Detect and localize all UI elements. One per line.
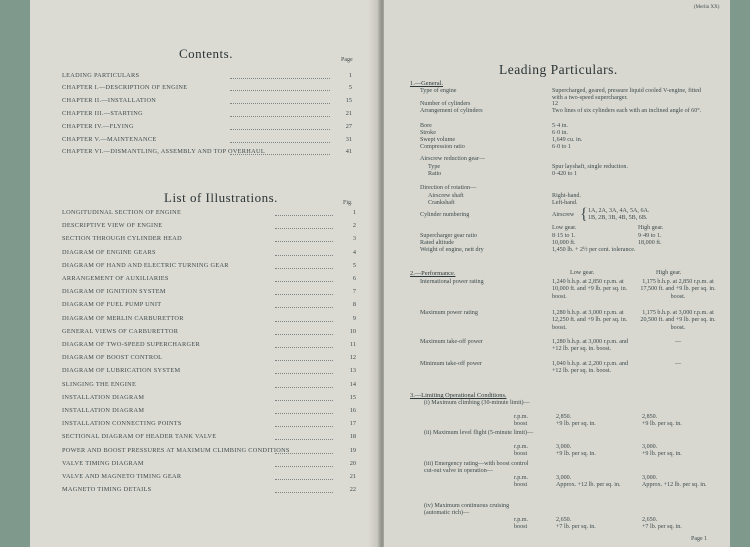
- illustration-entry-fig: 13: [349, 367, 356, 375]
- limit-condition: (ii) Maximum level flight (5-minute limit)—: [424, 430, 534, 436]
- illustration-entry-label: VALVE TIMING DIAGRAM: [62, 459, 144, 467]
- contents-entry-label: CHAPTER V.—MAINTENANCE: [62, 136, 157, 143]
- general-value: Supercharged, geared, pressure liquid cooled V-engine, fitted with a two-speed supercharger.: [552, 88, 701, 102]
- general-value: 6·0 in.: [552, 130, 568, 136]
- illustration-entry-label: ARRANGEMENT OF AUXILIARIES: [62, 275, 169, 282]
- dot-leader: [230, 116, 330, 117]
- dot-leader: [230, 154, 330, 155]
- dot-leader: [275, 479, 333, 480]
- illustration-entry-fig: 18: [349, 433, 356, 441]
- rotation-airscrew-value: Right-hand.: [552, 193, 581, 199]
- dot-leader: [275, 387, 333, 388]
- general-value: 6·0 to 1: [552, 144, 571, 150]
- performance-high-gear: 1,175 b.h.p. at 3,000 r.p.m. at 20,500 ft. and +9 lb. per sq. in. boost.: [640, 310, 716, 331]
- rpm-label: r.p.m.: [514, 517, 529, 523]
- illustration-entry-label: DIAGRAM OF BOOST CONTROL: [62, 354, 163, 362]
- performance-high-gear: —: [674, 339, 682, 345]
- illustration-entry-label: MAGNETO TIMING DETAILS: [62, 486, 152, 494]
- illustration-entry-fig: 14: [349, 380, 356, 388]
- dot-leader: [275, 347, 333, 348]
- corner-note: (Merlin XX): [694, 5, 720, 10]
- leading-particulars-title: Leading Particulars.: [499, 62, 618, 77]
- illustration-entry-label: DESCRIPTIVE VIEW OF ENGINE: [62, 222, 163, 230]
- general-key: Number of cylinders: [420, 101, 471, 107]
- dot-leader: [275, 281, 333, 282]
- illustration-entry-fig: 10: [349, 327, 356, 335]
- low-gear-heading: Low gear.: [552, 225, 577, 231]
- dot-leader: [275, 413, 333, 414]
- performance-key: Minimum take-off power: [420, 361, 482, 367]
- limit-rpm-high: 2,650.: [642, 517, 658, 523]
- general-value: Two lines of six cylinders each with an inclined angle of 60°.: [552, 108, 702, 114]
- contents-entry-label: CHAPTER IV.—FLYING: [62, 123, 134, 130]
- general-key: Compression ratio: [420, 144, 465, 150]
- illustration-entry-label: VALVE AND MAGNETO TIMING GEAR: [62, 473, 182, 480]
- contents-entry-page: 27: [345, 123, 352, 130]
- cylinder-numbering-key: Cylinder numbering: [420, 212, 470, 218]
- illustration-entry-label: LONGITUDINAL SECTION OF ENGINE: [62, 209, 182, 216]
- dot-leader: [275, 453, 333, 454]
- limit-boost-low: Approx. +12 lb. per sq. in.: [556, 482, 621, 488]
- illustration-entry-fig: 11: [349, 341, 356, 348]
- limit-boost-low: +9 lb. per sq. in.: [556, 451, 596, 457]
- illustration-entry-fig: 1: [352, 209, 356, 216]
- cylinder-numbering-row1: 1A, 2A, 3A, 4A, 5A, 6A.: [588, 208, 650, 214]
- boost-label: boost: [514, 421, 528, 427]
- illustration-entry-fig: 12: [349, 354, 356, 362]
- section-general-header: 1.—General.: [410, 80, 444, 87]
- dot-leader: [275, 400, 333, 401]
- performance-key: Maximum power rating: [420, 310, 478, 316]
- dot-leader: [275, 492, 333, 493]
- performance-low-gear: 1,280 b.h.p. at 3,000 r.p.m. at 12,250 ft. and +9 lb. per sq. in. boost.: [552, 310, 628, 331]
- dot-leader: [275, 255, 333, 256]
- left-page: [30, 0, 380, 547]
- rated-altitude-key: Rated altitude: [420, 240, 455, 246]
- boost-label: boost: [514, 524, 528, 530]
- rated-altitude-high: 18,000 ft.: [638, 240, 662, 246]
- dot-leader: [275, 360, 333, 361]
- dot-leader: [275, 307, 333, 308]
- page-footer: Page 1: [691, 536, 708, 542]
- limit-rpm-low: 3,000.: [556, 475, 572, 481]
- illustration-entry-fig: 6: [352, 275, 356, 282]
- performance-low-gear: 1,040 b.h.p. at 2,200 r.p.m. and +12 lb. per sq. in. boost.: [552, 361, 628, 375]
- limit-boost-low: +7 lb. per sq. in.: [556, 524, 596, 530]
- limit-condition: (i) Maximum climbing (30-minute limit)—: [424, 400, 530, 406]
- performance-key: Maximum take-off power: [420, 339, 483, 345]
- perf-low-gear-heading: Low gear.: [570, 270, 595, 276]
- general-key: Swept volume: [420, 137, 456, 143]
- limit-boost-high: +9 lb. per sq. in.: [642, 421, 682, 427]
- limit-condition: (iii) Emergency rating—with boost control cut-out valve in operation—: [424, 461, 529, 475]
- illustration-entry-label: SLINGING THE ENGINE: [62, 380, 137, 388]
- illustration-entry-label: DIAGRAM OF IGNITION SYSTEM: [62, 288, 166, 296]
- limit-rpm-low: 2,850.: [556, 414, 572, 420]
- contents-entry-page: 31: [345, 136, 352, 143]
- section-limits-header: 3.—Limiting Operational Conditions.: [410, 392, 507, 399]
- dot-leader: [275, 215, 333, 216]
- dot-leader: [275, 228, 333, 229]
- dot-leader: [275, 466, 333, 467]
- illustration-entry-label: POWER AND BOOST PRESSURES AT MAXIMUM CLIMBING CONDITIONS: [62, 446, 290, 454]
- limit-rpm-low: 2,650.: [556, 517, 572, 523]
- performance-low-gear: 1,280 b.h.p. at 3,000 r.p.m. and +12 lb. per sq. in. boost.: [552, 339, 628, 353]
- illustration-entry-label: INSTALLATION CONNECTING POINTS: [62, 420, 182, 428]
- dot-leader: [275, 241, 333, 242]
- sc-ratio-key: Supercharger gear ratio: [420, 233, 478, 239]
- illustration-entry-fig: 22: [349, 486, 356, 494]
- reduction-type-value: Spur layshaft, single reduction.: [552, 164, 628, 170]
- illustration-entry-fig: 20: [349, 459, 356, 467]
- dot-leader: [230, 78, 330, 79]
- illustrations-title: List of Illustrations.: [164, 190, 278, 205]
- general-key: Stroke: [420, 130, 436, 136]
- dot-leader: [275, 321, 333, 322]
- general-value: 5·4 in.: [552, 123, 568, 129]
- dot-leader: [275, 268, 333, 269]
- illustration-entry-fig: 17: [349, 420, 356, 428]
- limit-rpm-high: 3,000.: [642, 444, 658, 450]
- rpm-label: r.p.m.: [514, 414, 529, 420]
- right-page: [384, 0, 730, 547]
- illustration-entry-label: DIAGRAM OF LUBRICATION SYSTEM: [62, 367, 181, 375]
- weight-key: Weight of engine, nett dry: [420, 247, 484, 253]
- contents-entry-label: CHAPTER II.—INSTALLATION: [62, 97, 157, 104]
- illustration-entry-fig: 3: [352, 235, 356, 243]
- contents-entry-page: 21: [345, 110, 352, 117]
- contents-entry-label: CHAPTER I.—DESCRIPTION OF ENGINE: [62, 84, 188, 91]
- general-key: Arrangement of cylinders: [420, 108, 483, 114]
- rotation-label: Direction of rotation—: [420, 185, 477, 191]
- cylinder-numbering-row2: 1B, 2B, 3B, 4B, 5B, 6B.: [588, 215, 648, 221]
- dot-leader: [275, 439, 333, 440]
- sc-ratio-high: 9·49 to 1.: [638, 233, 662, 239]
- performance-low-gear: 1,240 b.h.p. at 2,850 r.p.m. at 10,000 ft. and +9 lb. per sq. in. boost.: [552, 279, 628, 300]
- contents-entry-page: 1: [348, 72, 352, 79]
- contents-title: Contents.: [179, 46, 233, 61]
- illustration-entry-fig: 19: [349, 446, 356, 454]
- boost-label: boost: [514, 451, 528, 457]
- illustration-entry-fig: 16: [349, 407, 356, 414]
- performance-key: International power rating: [420, 279, 484, 285]
- boost-label: boost: [514, 482, 528, 488]
- dot-leader: [275, 294, 333, 295]
- dot-leader: [275, 334, 333, 335]
- illustration-entry-fig: 8: [352, 301, 356, 309]
- dot-leader: [230, 103, 330, 104]
- illustration-entry-fig: 5: [352, 261, 356, 269]
- general-value: 12: [552, 101, 559, 107]
- illustration-entry-fig: 15: [349, 393, 356, 401]
- limit-rpm-high: 2,850.: [642, 414, 658, 420]
- section-performance-header: 2.—Performance.: [410, 270, 456, 277]
- illustration-entry-fig: 2: [352, 222, 356, 230]
- limit-rpm-low: 3,000.: [556, 444, 572, 450]
- sc-ratio-low: 8·15 to 1.: [552, 233, 576, 239]
- rpm-label: r.p.m.: [514, 444, 529, 450]
- weight-value: 1,450 lb. + 2½ per cent. tolerance.: [552, 247, 636, 253]
- limit-boost-low: +9 lb. per sq. in.: [556, 421, 596, 427]
- illustration-entry-fig: 9: [352, 314, 356, 322]
- illustration-entry-label: GENERAL VIEWS OF CARBURETTOR: [62, 327, 179, 335]
- rotation-airscrew-key: Airscrew shaft: [428, 193, 464, 199]
- limit-boost-high: +9 lb. per sq. in.: [642, 451, 682, 457]
- dot-leader: [230, 129, 330, 130]
- illustration-entry-label: INSTALLATION DIAGRAM: [62, 407, 145, 414]
- dot-leader: [230, 142, 330, 143]
- reduction-ratio-value: 0·420 to 1: [552, 171, 578, 177]
- performance-high-gear: 1,175 b.h.p. at 2,850 r.p.m. at 17,500 ft. and +9 lb. per sq. in. boost.: [640, 279, 716, 300]
- contents-entry-page: 5: [348, 84, 352, 91]
- limit-rpm-high: 3,000.: [642, 475, 658, 481]
- dot-leader: [275, 426, 333, 427]
- rpm-label: r.p.m.: [514, 475, 529, 481]
- rotation-crank-key: Crankshaft: [428, 200, 455, 206]
- limit-boost-high: +7 lb. per sq. in.: [642, 524, 682, 530]
- illustration-entry-label: DIAGRAM OF MERLIN CARBURETTOR: [62, 314, 184, 322]
- illustration-entry-label: DIAGRAM OF TWO-SPEED SUPERCHARGER: [62, 341, 201, 348]
- illustration-entry-fig: 21: [349, 473, 356, 480]
- rated-altitude-low: 10,000 ft.: [552, 240, 576, 246]
- high-gear-heading: High gear.: [638, 225, 664, 231]
- dot-leader: [230, 90, 330, 91]
- limit-boost-high: Approx. +12 lb. per sq. in.: [642, 482, 707, 488]
- reduction-label: Airscrew reduction gear—: [420, 156, 485, 162]
- illustration-entry-label: SECTION THROUGH CYLINDER HEAD: [62, 235, 182, 243]
- contents-entry-page: 15: [345, 97, 352, 104]
- dot-leader: [275, 373, 333, 374]
- contents-entry-label: LEADING PARTICULARS: [62, 72, 140, 79]
- page-column-label: Page: [341, 57, 353, 63]
- illustration-entry-fig: 4: [352, 248, 356, 256]
- illustration-entry-label: DIAGRAM OF HAND AND ELECTRIC TURNING GEAR: [62, 261, 229, 269]
- general-value: 1,649 cu. in.: [552, 137, 583, 143]
- illustration-entry-fig: 7: [352, 288, 356, 296]
- fig-column-label: Fig.: [343, 200, 353, 206]
- contents-entry-label: CHAPTER III.—STARTING: [62, 110, 143, 117]
- reduction-type-key: Type: [428, 164, 441, 170]
- general-key: Bore: [420, 123, 432, 129]
- general-key: Type of engine: [420, 88, 457, 94]
- illustration-entry-label: SECTIONAL DIAGRAM OF HEADER TANK VALVE: [62, 433, 217, 441]
- limit-condition: (iv) Maximum continuous cruising (automatic rich)—: [424, 503, 510, 517]
- brace-icon: {: [580, 206, 588, 223]
- perf-high-gear-heading: High gear.: [656, 270, 682, 276]
- illustration-entry-label: INSTALLATION DIAGRAM: [62, 393, 145, 401]
- contents-entry-label: CHAPTER VI.—DISMANTLING, ASSEMBLY AND TOP OVERHAUL: [62, 148, 265, 155]
- performance-high-gear: —: [674, 361, 682, 367]
- cylinder-numbering-prefix: Airscrew: [552, 212, 575, 218]
- rotation-crank-value: Left-hand.: [552, 200, 578, 206]
- contents-entry-page: 41: [345, 148, 352, 155]
- illustration-entry-label: DIAGRAM OF ENGINE GEARS: [62, 248, 156, 256]
- illustration-entry-label: DIAGRAM OF FUEL PUMP UNIT: [62, 301, 162, 309]
- reduction-ratio-key: Ratio: [428, 171, 442, 177]
